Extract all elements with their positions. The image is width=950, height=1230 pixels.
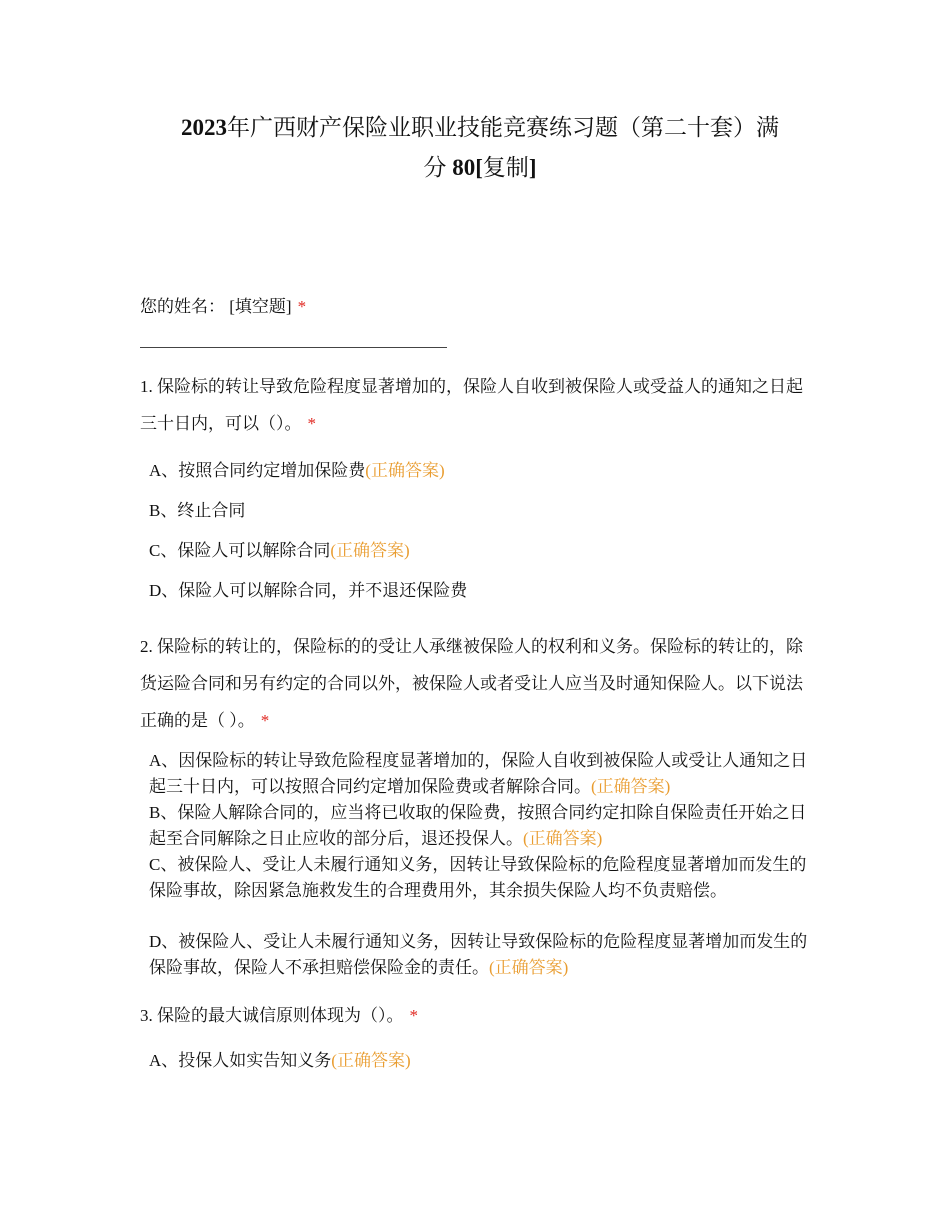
correct-answer-tag: (正确答案) [331,1051,411,1070]
option-1c [149,538,809,564]
required-star: * [409,1006,418,1025]
name-field-label [140,294,306,320]
required-star: * [297,297,307,316]
option-1b [149,498,809,524]
title-score: 80 [452,155,476,180]
option-text: C、保险人可以解除合同 [149,541,331,560]
name-label-text: 您的姓名： [140,297,225,316]
name-field-type: [填空题] [229,297,292,316]
option-2d [149,929,809,980]
correct-answer-tag: (正确答案) [330,541,410,560]
page-title [140,108,820,188]
question-1 [140,368,815,442]
title-copy-link[interactable]: 复制 [482,155,529,180]
option-text: A、按照合同约定增加保险费 [149,461,366,480]
correct-answer-tag: (正确答案) [365,461,445,480]
option-text: A、因保险标的转让导致危险程度显著增加的，保险人自收到被保险人或受让人通知之日起三十日内，可以按照合同约定增加保险费或者解除合同。 [149,751,808,796]
correct-answer-tag: (正确答案) [523,828,603,848]
question-3 [140,997,815,1034]
name-input-line[interactable] [140,347,447,348]
option-1a [149,458,809,484]
question-text: 3. 保险的最大诚信原则体现为（）。 [140,1006,404,1025]
required-star: * [260,711,270,730]
title-year: 2023 [181,115,227,140]
correct-answer-tag: (正确答案) [591,776,671,796]
option-1d [149,578,809,604]
option-text: C、被保险人、受让人未履行通知义务，因转让导致保险标的危险程度显著增加而发生的保险事故，除因紧急施救发生的合理费用外，其余损失保险人均不负责赔偿。 [149,855,807,900]
option-text: B、终止合同 [149,501,246,520]
option-2c [149,852,809,903]
title-line1-text: 年广西财产保险业职业技能竞赛练习题（第二十套）满 [227,115,779,140]
question-text: 2. 保险标的转让的，保险标的的受让人承继被保险人的权利和义务。保险标的转让的，除货运险合同和另有约定的合同以外，被保险人或者受让人应当及时通知保险人。以下说法正确的是（ ）。 [140,637,803,730]
option-text: A、投保人如实告知义务 [149,1051,332,1070]
question-text: 1. 保险标的转让导致危险程度显著增加的，保险人自收到被保险人或受益人的通知之日起三十日内，可以（）。 [140,377,803,433]
option-text: D、被保险人、受让人未履行通知义务，因转让导致保险标的危险程度显著增加而发生的保险事故，保险人不承担赔偿保险金的责任。 [149,932,808,977]
option-3a [149,1048,809,1074]
title-line2-prefix: 分 [423,155,447,180]
correct-answer-tag: (正确答案) [489,957,569,977]
required-star: * [307,414,316,433]
title-bracket-open: [ [475,155,483,180]
option-2b [149,800,809,851]
question-2 [140,628,815,739]
option-text: D、保险人可以解除合同，并不退还保险费 [149,581,468,600]
option-2a [149,748,809,799]
option-text: B、保险人解除合同的，应当将已收取的保险费，按照合同约定扣除自保险责任开始之日起至合同解除之日止应收的部分后，退还投保人。 [149,803,807,848]
title-bracket-close: ] [528,155,537,180]
